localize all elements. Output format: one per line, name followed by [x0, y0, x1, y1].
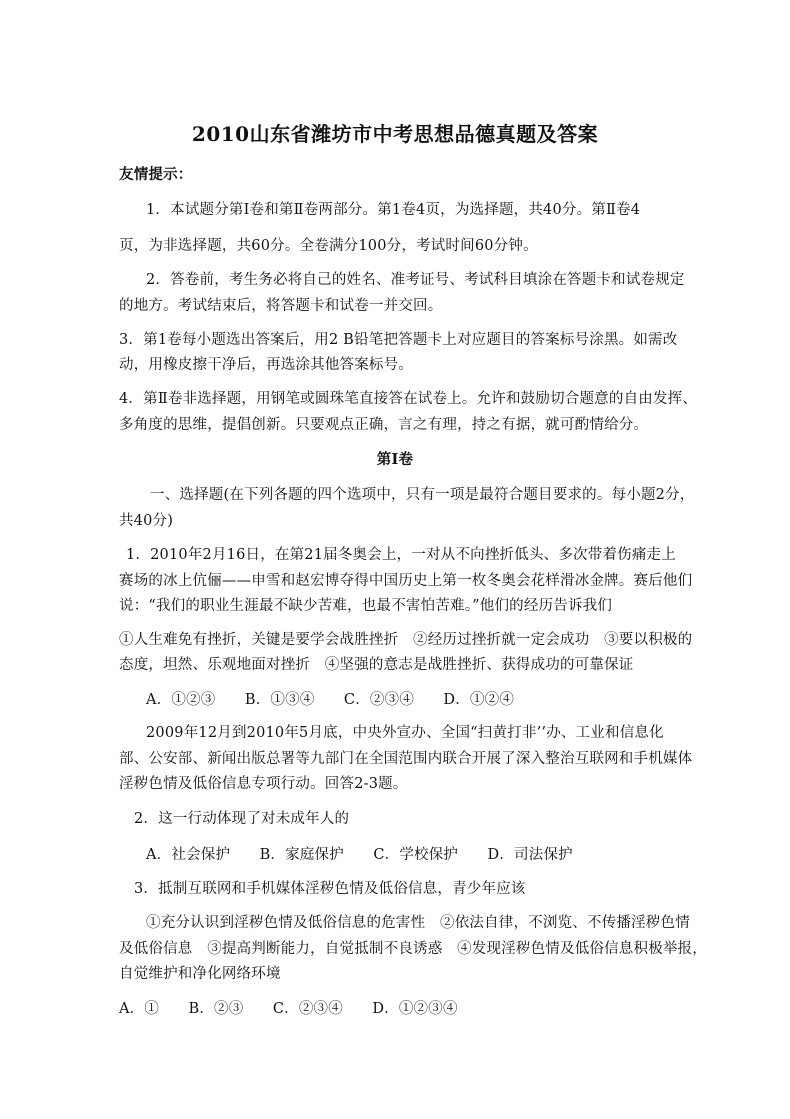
question-3-options-line-3: 自觉维护和净化网络环境: [119, 966, 281, 982]
question-1-stem-line-2: 赛场的冰上伉俪——申雪和赵宏博夺得中国历史上第一枚冬奥会花样滑冰金牌。赛后他们: [119, 573, 693, 589]
context-line-3: 淫秽色情及低俗信息专项行动。回答2-3题。: [119, 776, 408, 792]
question-2-stem: 2．这一行动体现了对未成年人的: [134, 811, 350, 827]
tip-1-line-1: 1．本试题分第Ⅰ卷和第Ⅱ卷两部分。第1卷4页，为选择题，共40分。第Ⅱ卷4: [146, 202, 641, 218]
question-3-options-line-2: 及低俗信息 ③提高判断能力，自觉抵制不良诱惑 ④发现淫秽色情及低俗信息积极举报，: [119, 941, 707, 957]
tip-2-line-1: 2．答卷前，考生务必将自己的姓名、准考证号、考试科目填涂在答题卡和试卷规定: [146, 272, 685, 288]
question-1-options-line-1: ①人生难免有挫折，关键是要学会战胜挫折 ②经历过挫折就一定会成功 ③要以积极的: [119, 632, 693, 648]
question-1-stem-line-1: 1．2010年2月16日，在第21届冬奥会上，一对从不向挫折低头、多次带着伤痛走上: [126, 547, 676, 563]
tip-4-line-1: 4．第Ⅱ卷非选择题，用钢笔或圆珠笔直接答在试卷上。允许和鼓励切合题意的自由发挥、: [119, 391, 698, 407]
context-line-1: 2009年12月到2010年5月底，中央外宣办、全国“扫黄打非’’办、工业和信息化: [146, 725, 664, 741]
question-3-choices: A．① B．②③ C．②③④ D．①②③④: [119, 1001, 458, 1017]
page-title: 2010山东省潍坊市中考思想品德真题及答案: [191, 122, 599, 146]
question-1-choices: A．①②③ B．①③④ C．②③④ D．①②④: [146, 692, 515, 708]
tip-3-line-1: 3．第1卷每小题选出答案后，用2 B铅笔把答题卡上对应题目的答案标号涂黑。如需改: [119, 332, 678, 348]
tip-1-line-2: 页，为非选择题，共60分。全卷满分100分，考试时间60分钟。: [119, 238, 538, 254]
tip-2-line-2: 的地方。考试结束后，将答题卡和试卷一并交回。: [119, 298, 443, 314]
question-3-stem: 3．抵制互联网和手机媒体淫秽色情及低俗信息，青少年应该: [134, 881, 526, 897]
part1-instructions-line-1: 一、选择题(在下列各题的四个选项中，只有一项是最符合题目要求的。每小题2分，: [150, 487, 695, 503]
question-2-choices: A．社会保护 B．家庭保护 C．学校保护 D．司法保护: [146, 847, 573, 863]
section-heading: 第Ⅰ卷: [376, 451, 414, 468]
context-line-2: 部、公安部、新闻出版总署等九部门在全国范围内联合开展了深入整治互联网和手机媒体: [119, 751, 693, 767]
tip-3-line-2: 动，用橡皮擦干净后，再选涂其他答案标号。: [119, 357, 413, 373]
tips-heading: 友情提示：: [119, 166, 193, 183]
tip-4-line-2: 多角度的思维，提倡创新。只要观点正确，言之有理，持之有据，就可酌情给分。: [119, 417, 649, 433]
part1-instructions-line-2: 共40分): [119, 513, 174, 529]
question-3-options-line-1: ①充分认识到淫秽色情及低俗信息的危害性 ②依法自律，不浏览、不传播淫秽色情: [146, 915, 690, 931]
question-1-stem-line-3: 说：“我们的职业生涯最不缺少苦难，也最不害怕苦难。”他们的经历告诉我们: [119, 598, 613, 614]
question-1-options-line-2: 态度，坦然、乐观地面对挫折 ④坚强的意志是战胜挫折、获得成功的可靠保证: [119, 657, 634, 673]
